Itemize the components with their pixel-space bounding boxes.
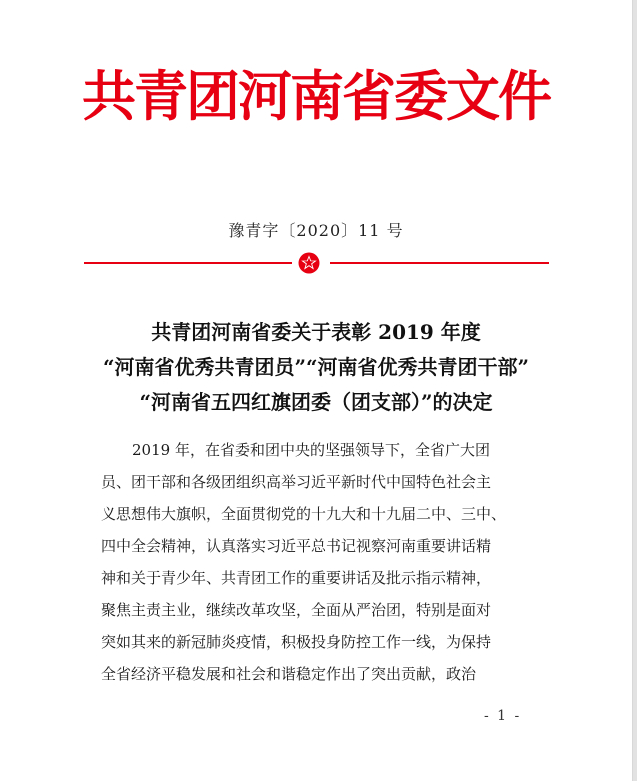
- decision-title-line-1: 共青团河南省委关于表彰 2019 年度: [151, 320, 481, 344]
- body-line: 全省经济平稳发展和社会和谐稳定作出了突出贡献，政治: [101, 665, 477, 683]
- page-number: - 1 -: [484, 708, 522, 724]
- body-line: 神和关于青少年、共青团工作的重要讲话及批示指示精神，: [101, 569, 492, 587]
- decision-title-line-2: “河南省优秀共青团员”“河南省优秀共青团干部”: [102, 355, 529, 379]
- decision-title-line-3: “河南省五四红旗团委（团支部）”的决定: [139, 390, 493, 414]
- body-line: 员、团干部和各级团组织高举习近平新时代中国特色社会主: [101, 473, 492, 491]
- red-rule-left: [84, 262, 292, 264]
- masthead-title: 共青团河南省委文件: [82, 65, 550, 128]
- body-line: 突如其来的新冠肺炎疫情，积极投身防控工作一线，为保持: [101, 633, 492, 651]
- document-number: 豫青字〔2020〕11 号: [228, 221, 404, 240]
- body-line: 四中全会精神，认真落实习近平总书记视察河南重要讲话精: [101, 537, 492, 555]
- body-line: 2019 年，在省委和团中央的坚强领导下，全省广大团: [132, 441, 490, 459]
- body-line: 义思想伟大旗帜，全面贯彻党的十九大和十九届二中、三中、: [101, 505, 507, 523]
- body-line: 聚焦主责主业，继续改革攻坚，全面从严治团，特别是面对: [101, 601, 492, 619]
- star-icon: [298, 252, 320, 274]
- page-edge-shadow: [633, 0, 637, 781]
- red-rule-right: [330, 262, 549, 264]
